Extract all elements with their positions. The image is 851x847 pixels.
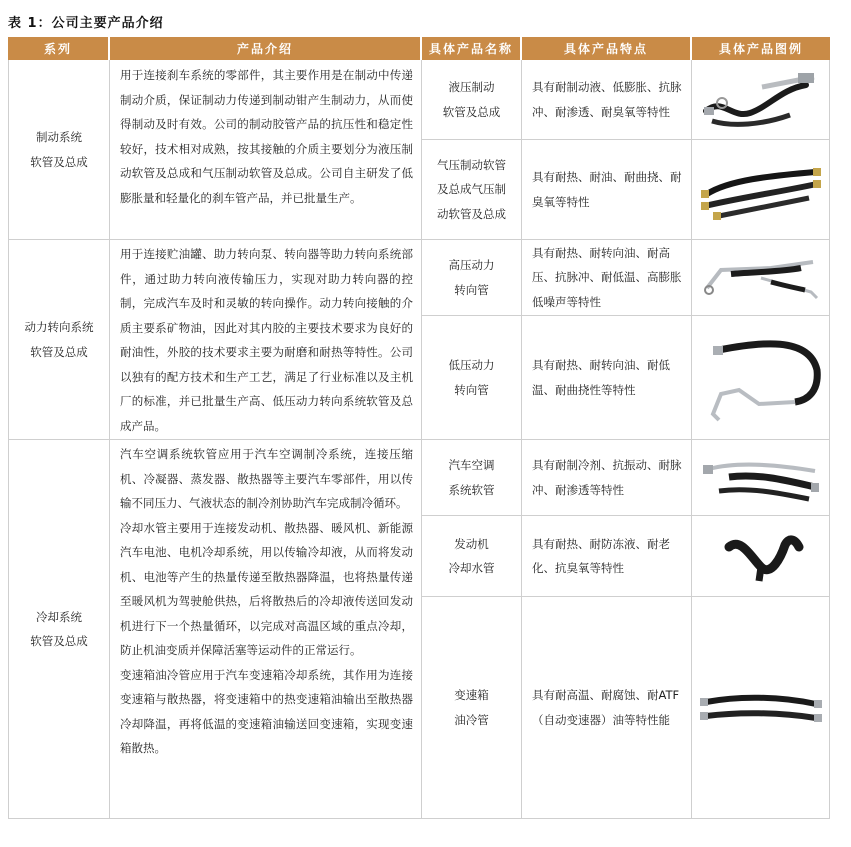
transmission-oil-cooler-hose-image xyxy=(692,598,829,818)
series-line: 制动系统 xyxy=(36,130,82,144)
product-name-line: 高压动力 xyxy=(448,258,495,272)
product-name-ac-hose xyxy=(422,440,521,515)
series-line: 软管及总成 xyxy=(30,154,88,169)
series-line: 软管及总成 xyxy=(30,634,88,648)
series-line: 软管及总成 xyxy=(30,344,88,359)
product-features-transmission-hose xyxy=(522,597,691,818)
product-features-low-pressure-steering xyxy=(522,316,691,439)
grid-line xyxy=(8,818,830,819)
product-name-hydraulic-brake xyxy=(422,60,521,139)
series-line: 动力转向系统 xyxy=(24,320,94,334)
product-features-coolant-hose xyxy=(522,516,691,596)
series-cooling xyxy=(9,440,109,818)
product-name-line: 液压制动 xyxy=(448,80,495,94)
product-name-high-pressure-steering xyxy=(422,240,521,315)
product-features-air-brake xyxy=(522,140,691,239)
product-name-line: 转向管 xyxy=(454,282,489,297)
intro-brake xyxy=(110,63,421,239)
features-text: 具有耐热、耐转向油、耐高压、抗脉冲、耐低温、高膨胀低噪声等特性 xyxy=(532,245,682,309)
low-pressure-steering-hose-image xyxy=(692,317,829,439)
product-name-line: 系统软管 xyxy=(448,482,495,497)
product-name-line: 动软管及总成 xyxy=(437,206,506,221)
product-name-line: 低压动力 xyxy=(448,358,495,372)
coolant-hose-image xyxy=(692,517,829,596)
product-name-line: 软管及总成 xyxy=(442,104,501,119)
features-text: 具有耐制动液、低膨胀、抗脉冲、耐渗透、耐臭氧等特性 xyxy=(532,80,682,119)
product-features-ac-hose xyxy=(522,440,691,515)
intro-paragraph: 冷却水管主要用于连接发动机、散热器、暖风机、新能源汽车电池、电机冷却系统，用以传输冷却液，从而将发动机、电池等产生的热量传递至散热器降温，也将热量传递至暖风机为驾驶舱供热，后将散热后的冷却液传送回发动机进行下一个热量循环，以完成对高温区域的重点冷却，防止机油变质并保障活塞等运动件的正常运行。 xyxy=(120,520,413,657)
product-name-line: 油冷管 xyxy=(454,712,489,727)
header-product-name: 具体产品名称 xyxy=(422,37,520,60)
air-brake-hose-image xyxy=(692,141,829,239)
high-pressure-steering-hose-image xyxy=(692,241,829,315)
features-text: 具有耐制冷剂、抗振动、耐脉冲、耐渗透等特性 xyxy=(532,458,682,497)
header-series: 系列 xyxy=(8,37,108,60)
product-name-line: 气压制动软管 xyxy=(437,157,506,172)
ac-hose-image xyxy=(692,441,829,515)
intro-paragraph: 用于连接贮油罐、助力转向泵、转向器等助力转向系统部件，通过助力转向液传输压力，实现对助力转向器的控制，完成汽车及时和灵敏的转向操作。动力转向接触的介质主要系矿物油，因此对其内胶的主要技术要求为良好的耐油性，外胶的技术要求主要为耐磨和耐热等特性。公司以独有的配方技术和生产工艺，满足了行业标准以及主机厂的标准，并已批量生产高、低压动力转向系统软管及总成产品。 xyxy=(120,247,413,433)
hydraulic-brake-hose-image xyxy=(692,61,829,139)
series-line: 冷却系统 xyxy=(36,609,82,624)
product-name-line: 及总成气压制 xyxy=(437,182,506,197)
features-text: 具有耐热、耐转向油、耐低温、耐曲挠性等特性 xyxy=(532,358,670,397)
product-name-air-brake xyxy=(422,140,521,239)
features-text: 具有耐高温、耐腐蚀、耐ATF（自动变速器）油等特性能 xyxy=(532,688,680,727)
series-steering xyxy=(9,240,109,439)
series-brake xyxy=(9,60,109,239)
product-features-high-pressure-steering xyxy=(522,240,691,315)
header-intro: 产品介绍 xyxy=(110,37,420,60)
grid-line xyxy=(8,439,830,440)
product-name-line: 汽车空调 xyxy=(448,458,495,472)
header-product-image: 具体产品图例 xyxy=(692,37,830,60)
features-text: 具有耐热、耐油、耐曲挠、耐臭氧等特性 xyxy=(532,170,682,209)
features-text: 具有耐热、耐防冻液、耐老化、抗臭氧等特性 xyxy=(532,536,670,575)
product-name-coolant-hose xyxy=(422,516,521,596)
intro-cooling xyxy=(110,442,421,818)
product-name-line: 发动机 xyxy=(454,536,489,551)
intro-steering xyxy=(110,242,421,439)
product-name-line: 转向管 xyxy=(454,382,489,397)
product-name-line: 变速箱 xyxy=(454,688,489,702)
product-name-low-pressure-steering xyxy=(422,316,521,439)
product-name-line: 冷却水管 xyxy=(448,561,495,575)
table-caption: 表 1：公司主要产品介绍 xyxy=(8,16,164,31)
header-product-features: 具体产品特点 xyxy=(522,37,690,60)
intro-paragraph: 变速箱油冷管应用于汽车变速箱冷却系统，其作用为连接变速箱与散热器，将变速箱中的热变速箱油输出至散热器冷却降温，再将低温的变速箱油输送回变速箱，实现变速箱散热。 xyxy=(120,667,413,755)
grid-line xyxy=(8,239,830,240)
intro-paragraph: 汽车空调系统软管应用于汽车空调制冷系统，连接压缩机、冷凝器、蒸发器、散热器等主要汽车零部件，用以传输不同压力、气液状态的制冷剂协助汽车完成制冷循环。 xyxy=(120,447,413,510)
product-features-hydraulic-brake xyxy=(522,60,691,139)
product-name-transmission-hose xyxy=(422,597,521,818)
intro-paragraph: 用于连接刹车系统的零部件，其主要作用是在制动中传递制动介质，保证制动力传递到制动钳产生制动力，从而使得制动及时有效。公司的制动胶管产品的抗压性和稳定性较好，技术相对成熟，按其接触的介质主要划分为液压制动软管及总成和气压制动软管及总成。公司自主研发了低膨胀量和轻量化的刹车管产品，并已批量生产。 xyxy=(120,68,413,205)
